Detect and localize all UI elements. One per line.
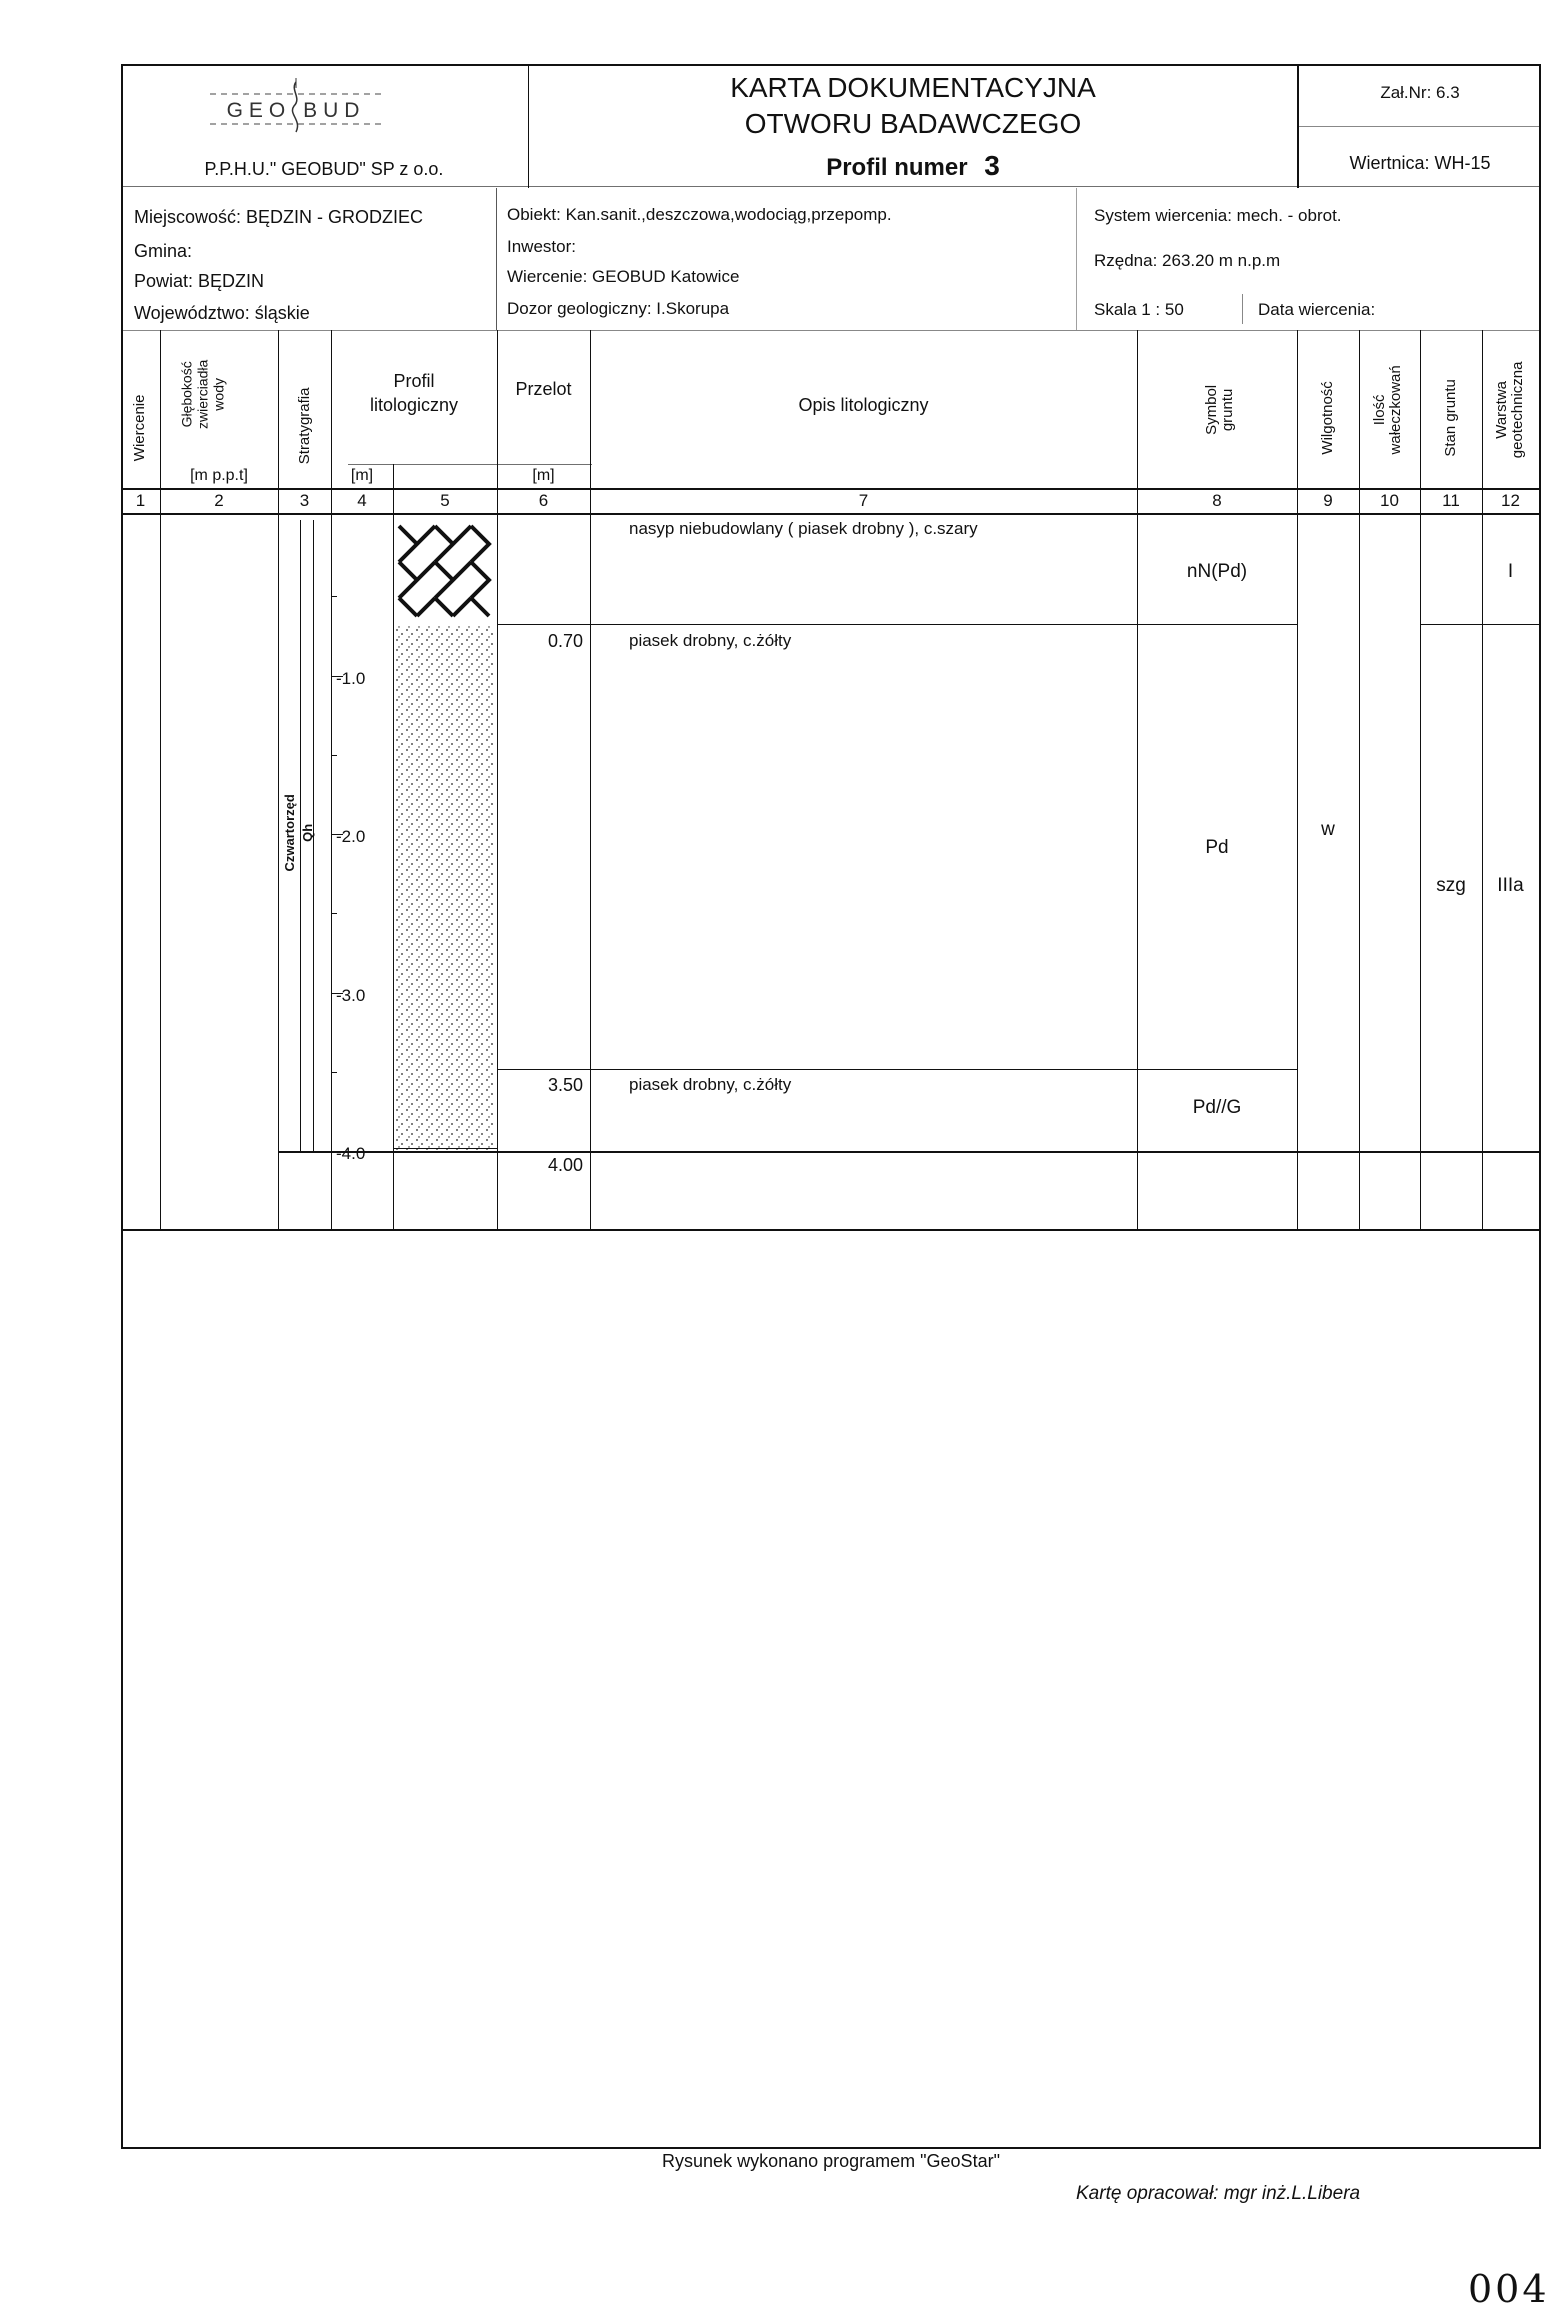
soil-symbol-label-2: gruntu [1219, 388, 1237, 432]
fine-sand-layer-graphic [395, 625, 495, 1069]
col-number: 5 [440, 491, 450, 510]
layer-line-3.50 [497, 1069, 1297, 1070]
elevation: Rzędna: 263.20 m n.p.m [1094, 251, 1281, 270]
layer-description: piasek drobny, c.żółty [629, 631, 792, 650]
soil-symbol-label-1: Symbol [1203, 384, 1221, 435]
depth-tick [331, 1072, 337, 1073]
frame-right [1539, 64, 1541, 2149]
lithology-graphic [395, 518, 495, 1150]
body-bottom-line [121, 1229, 1541, 1231]
district: Powiat: BĘDZIN [134, 271, 265, 291]
depth-label: -3.0 [336, 986, 366, 1005]
info-bottom-line [121, 330, 1541, 331]
rolling-count-label-1: Ilość [1371, 394, 1389, 426]
numbers-row-top [121, 488, 1541, 490]
stratigraphy-unit: Qh [300, 823, 316, 842]
col-header-drilling: Wiercenie [131, 394, 149, 462]
layer-top-depth: 0.70 [547, 631, 583, 651]
layer-line-0.70-right [1420, 624, 1539, 625]
title-line-1: KARTA DOKUMENTACYJNA [730, 72, 1096, 103]
layer-description: piasek drobny, c.żółty [629, 1075, 792, 1094]
layer-line-0.70 [497, 624, 1297, 625]
profile-header-line-1: Profil [393, 371, 435, 391]
logo [198, 76, 394, 140]
logo-text: GEO BUD [226, 99, 366, 122]
water-depth-label-1: Głębokość [178, 361, 195, 428]
water-depth-label-2: zwierciadła [194, 359, 211, 429]
col-header-interval: Przelot [515, 379, 572, 399]
layer-line-4.00 [278, 1151, 1539, 1153]
geotech-layer-label-2: geotechniczna [1509, 361, 1527, 459]
col-number: 8 [1212, 491, 1222, 510]
drilling-company: Wiercenie: GEOBUD Katowice [507, 267, 740, 286]
scale: Skala 1 : 50 [1094, 300, 1184, 319]
depth-tick [331, 596, 337, 597]
depth-tick [331, 913, 337, 914]
water-depth-label-3: wody [210, 378, 227, 411]
object: Obiekt: Kan.sanit.,deszczowa,wodociąg,przepomp. [507, 205, 892, 224]
water-depth-unit: [m p.p.t] [190, 467, 248, 484]
footer-program: Rysunek wykonano programem "GeoStar" [662, 2151, 1000, 2171]
depth-tick [331, 755, 337, 756]
col-header-geotech-layer [1482, 332, 1539, 488]
depth-label: -4.0 [336, 1144, 366, 1163]
fill-layer-graphic [395, 518, 495, 625]
col-header-rolling-count [1359, 332, 1420, 488]
locality: Miejscowość: BĘDZIN - GRODZIEC [134, 207, 424, 227]
stratigraphy-era: Czwartorzęd [282, 794, 298, 872]
frame-top [121, 64, 1541, 66]
rolling-count-label-2: wałeczkowań [1387, 365, 1405, 455]
col-number: 4 [357, 491, 367, 510]
col-number: 3 [299, 491, 310, 510]
company-name: P.P.H.U." GEOBUD" SP z o.o. [204, 159, 444, 179]
voivodeship: Województwo: śląskie [134, 303, 310, 323]
col-line-3 [331, 330, 332, 1230]
title-line-2: OTWORU BADAWCZEGO [744, 108, 1082, 139]
col-header-water-depth [160, 332, 278, 462]
col-number: 7 [858, 491, 869, 510]
geotech-layer-label-1: Warstwa [1493, 380, 1511, 439]
info-divider-1 [496, 188, 497, 330]
col-line-6 [590, 330, 591, 1230]
soil-symbol: Pd//G [1192, 1097, 1242, 1118]
col-number: 12 [1501, 491, 1520, 510]
profile-header-line-2: litologiczny [369, 395, 459, 415]
interval-unit: [m] [532, 467, 555, 484]
frame-bottom [121, 2147, 1541, 2149]
depth-label: -1.0 [336, 669, 366, 688]
commune: Gmina: [134, 241, 193, 261]
rig-name: Wiertnica: WH-15 [1349, 153, 1491, 173]
col-number: 10 [1380, 491, 1399, 510]
col-line-5 [497, 330, 498, 1230]
soil-symbol: nN(Pd) [1186, 561, 1248, 582]
col-header-soil-symbol [1137, 332, 1297, 488]
col-header-moisture: Wilgotność [1319, 381, 1337, 455]
bottom-depth: 4.00 [547, 1155, 583, 1175]
col-header-soil-state: Stan gruntu [1442, 379, 1460, 457]
col-line-10 [1420, 330, 1421, 1230]
header-bottom-line [121, 186, 1541, 187]
attachment-number: Zał.Nr: 6.3 [1380, 83, 1460, 102]
soil-state-value: szg [1436, 875, 1466, 896]
attachment-divider [1299, 126, 1541, 127]
numbers-row-bottom [121, 513, 1541, 515]
investor: Inwestor: [507, 237, 576, 256]
col-number: 6 [538, 491, 549, 510]
moisture-value: w [1321, 819, 1335, 840]
profile-label: Profil numer [826, 154, 968, 181]
lithology-column [395, 518, 495, 1150]
depth-unit: [m] [350, 467, 374, 484]
col-line-1 [160, 330, 161, 1230]
col-number: 9 [1323, 491, 1333, 510]
frame-left [121, 64, 123, 2149]
scale-divider [1242, 294, 1243, 324]
col-number: 1 [135, 491, 146, 510]
col-number: 11 [1442, 491, 1460, 510]
geotech-layer-value: IIIa [1497, 875, 1524, 896]
profile-subheader-line [348, 464, 592, 465]
soil-symbol: Pd [1205, 837, 1229, 858]
profile-title [529, 152, 1297, 180]
col-line-8 [1297, 330, 1298, 1230]
col-line-4 [393, 464, 394, 1230]
col-header-stratigraphy: Stratygrafia [296, 387, 314, 465]
geotech-layer-value: I [1507, 561, 1514, 582]
geological-supervision: Dozor geologiczny: I.Skorupa [507, 299, 730, 318]
drilling-system: System wiercenia: mech. - obrot. [1094, 206, 1342, 225]
layer-description: nasyp niebudowlany ( piasek drobny ), c.szary [629, 519, 978, 538]
info-divider-2 [1076, 188, 1077, 330]
fine-sand-gravel-layer-graphic [395, 1069, 495, 1150]
footer-author: Kartę opracował: mgr inż.L.Libera [1076, 2183, 1361, 2204]
profile-number: 3 [984, 150, 1000, 181]
col-number: 2 [214, 491, 224, 510]
depth-label: -2.0 [336, 827, 366, 846]
page-number: 004 [1468, 2267, 1550, 2311]
col-line-2 [278, 330, 279, 1230]
drilling-date: Data wiercenia: [1258, 300, 1376, 319]
layer-top-depth: 3.50 [547, 1075, 583, 1095]
col-header-description: Opis litologiczny [798, 395, 929, 415]
